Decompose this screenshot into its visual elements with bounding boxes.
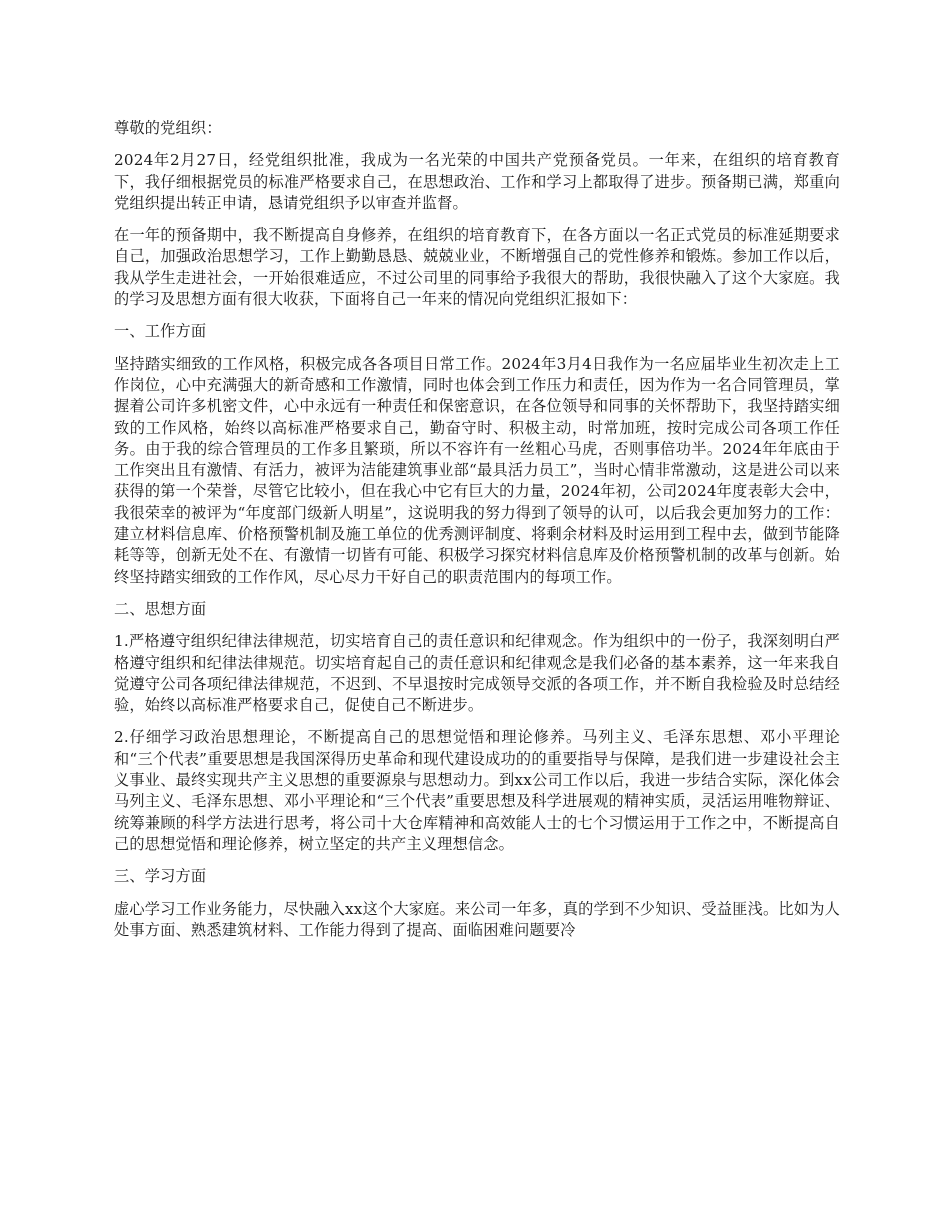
section-heading-thought: 二、思想方面 — [114, 599, 207, 618]
probation-paragraph: 在一年的预备期中，我不断提高自身修养，在组织的培育教育下，在各方面以一名正式党员的标准延期要求自己，加强政治思想学习，工作上勤勤恳恳、兢兢业业，不断增强自己的党性修养和锻炼。参加工作以后，我从学生走进社会，一开始很难适应，不过公司里的同事给予我很大的帮助，我很快融入了这个大家庭。我的学习及思想方面有很大收获，下面将自己一年来的情况向党组织汇报如下： — [114, 226, 840, 309]
document-page — [114, 118, 840, 952]
thought-item-1: 1.严格遵守组织纪律法律规范，切实培育自己的责任意识和纪律观念。作为组织中的一份子，我深刻明白严格遵守组织和纪律法律规范。切实培育起自己的责任意识和纪律观念是我们必备的基本素养，这一年来我自觉遵守公司各项纪律法律规范，不迟到、不早退按时完成领导交派的各项工作，并不断自我检验及时总结经验，始终以高标准严格要求自己，促使自己不断进步。 — [114, 632, 840, 715]
intro-paragraph: 2024年2月27日，经党组织批准，我成为一名光荣的中国共产党预备党员。一年来，在组织的培育教育下，我仔细根据党员的标准严格要求自己，在思想政治、工作和学习上都取得了进步。预备期已满，郑重向党组织提出转正申请，恳请党组织予以审查并监督。 — [114, 151, 840, 212]
section-text-work: 坚持踏实细致的工作风格，积极完成各各项目日常工作。2024年3月4日我作为一名应届毕业生初次走上工作岗位，心中充满强大的新奇感和工作激情，同时也体会到工作压力和责任，因为作为一名合同管理员，掌握着公司许多机密文件，心中永远有一种责任和保密意识，在各位领导和同事的关怀帮助下，我坚持踏实细致的工作风格，始终以高标准严格要求自己，勤奋守时、积极主动，时常加班，按时完成公司各项工作任务。由于我的综合管理员的工作多且繁琐，所以不容许有一丝粗心马虎，否则事倍功半。2024年年底由于工作突出且有激情、有活力，被评为洁能建筑事业部“最具活力员工”，当时心情非常激动，这是进公司以来获得的第一个荣誉，尽管它比较小，但在我心中它有巨大的力量，2024年初，公司2024年度表彰大会中，我很荣幸的被评为“年度部门级新人明星”，这说明我的努力得到了领导的认可，以后我会更加努力的工作：建立材料信息库、价格预警机制及施工单位的优秀测评制度、将剩余材料及时运用到工程中去，做到节能降耗等等，创新无处不在、有激情一切皆有可能、积极学习探究材料信息库及价格预警机制的改革与创新。始终坚持踏实细致的工作作风，尽心尽力干好自己的职责范围内的每项工作。 — [114, 354, 840, 586]
salutation: 尊敬的党组织： — [114, 119, 222, 137]
section-heading-study: 三、学习方面 — [114, 867, 207, 886]
section-text-study: 虚心学习工作业务能力，尽快融入xx这个大家庭。来公司一年多，真的学到不少知识、受益匪浅。比如为人处事方面、熟悉建筑材料、工作能力得到了提高、面临困难问题要冷 — [114, 899, 840, 939]
thought-item-2: 2.仔细学习政治思想理论，不断提高自己的思想觉悟和理论修养。马列主义、毛泽东思想、邓小平理论和“三个代表”重要思想是我国深得历史革命和现代建设成功的的重要指导与保障，是我们进一步建设社会主义事业、最终实现共产主义思想的重要源泉与思想动力。到xx公司工作以后，我进一步结合实际，深化体会马列主义、毛泽东思想、邓小平理论和“三个代表”重要思想及科学进展观的精神实质，灵活运用唯物辩证、统筹兼顾的科学方法进行思考，将公司十大仓库精神和高效能人士的七个习惯运用于工作之中，不断提高自己的思想觉悟和理论修养，树立坚定的共产主义理想信念。 — [114, 728, 840, 853]
section-heading-work: 一、工作方面 — [114, 322, 207, 341]
